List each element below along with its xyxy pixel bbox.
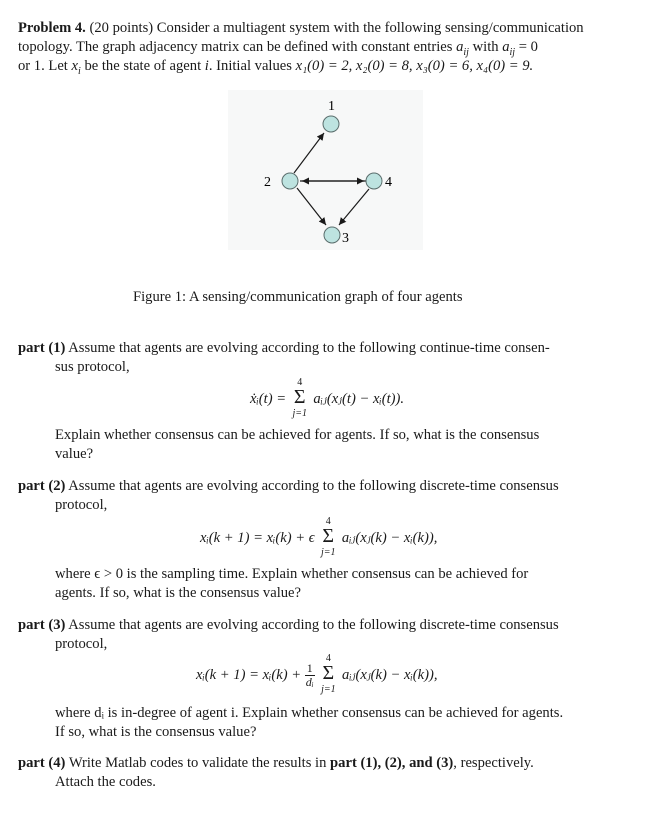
- aij-symbol: $a_{ij}$: [456, 39, 469, 58]
- problem-points: (20 points): [89, 20, 154, 36]
- node-label-3: 3: [342, 231, 349, 246]
- node-1: [323, 116, 339, 132]
- problem-heading: Problem 4.: [18, 20, 86, 36]
- problem-intro-line3: or 1. Let $x_i$ be the state of agent i. Initial values x₁(0) = 2, x₂(0) = 8, x₃(0) = 6, x₄(0) = 9.: [18, 58, 534, 77]
- part1-equation: ẋᵢ(t) = 4 Σ j=1 aᵢⱼ(xⱼ(t) − xᵢ(t)).: [250, 377, 405, 419]
- part3-where2: If so, what is the consensus value?: [55, 724, 257, 740]
- part1-line1: part (1) Assume that agents are evolving according to the following continue-time consen-: [18, 340, 550, 356]
- graph-figure: [228, 90, 423, 250]
- node-label-1: 1: [328, 99, 335, 114]
- problem-intro-line1: [18, 20, 640, 37]
- part3-line2: protocol,: [55, 636, 108, 652]
- node-label-4: 4: [385, 175, 392, 190]
- part3-label: part (3): [18, 617, 66, 633]
- part1-question2: value?: [55, 446, 94, 462]
- part1-label: part (1): [18, 340, 66, 356]
- part2-label: part (2): [18, 478, 66, 494]
- part2-equation: xᵢ(k + 1) = xᵢ(k) + ϵ 4 Σ j=1 aᵢⱼ(xⱼ(k) − xᵢ(k)),: [200, 516, 438, 558]
- figure-caption: Figure 1: A sensing/communication graph of four agents: [133, 289, 463, 305]
- part2-line1: part (2) Assume that agents are evolving according to the following discrete-time consensus: [18, 478, 559, 494]
- part1-question1: Explain whether consensus can be achieved for agents. If so, what is the consensus: [55, 427, 540, 443]
- part1-line2: sus protocol,: [55, 359, 130, 375]
- initial-values: x₁(0) = 2, x₂(0) = 8, x₃(0) = 6, x₄(0) = 9.: [295, 58, 534, 74]
- part3-line1: part (3) Assume that agents are evolving according to the following discrete-time consensus: [18, 617, 559, 633]
- part4-label: part (4): [18, 755, 66, 771]
- node-label-2: 2: [264, 175, 271, 190]
- xi-symbol: $x_i$: [71, 58, 81, 77]
- problem-intro-text1: Consider a multiagent system with the following sensing/communication: [156, 20, 584, 36]
- part2-where1: where ϵ > 0 is the sampling time. Explain whether consensus can be achieved for: [55, 566, 529, 582]
- part2-line2: protocol,: [55, 497, 108, 513]
- node-3: [324, 227, 340, 243]
- node-2: [282, 173, 298, 189]
- part3-where1: where dᵢ is in-degree of agent i. Explain whether consensus can be achieved for agents.: [55, 705, 564, 721]
- problem-intro-line2: topology. The graph adjacency matrix can be defined with constant entries $a_{ij}$ with $a_{ij} = 0$: [18, 39, 538, 58]
- part2-where2: agents. If so, what is the consensus value?: [55, 585, 302, 601]
- part4-line1: part (4) Write Matlab codes to validate the results in part (1), (2), and (3), respectively.: [18, 755, 534, 771]
- part4-line2: Attach the codes.: [55, 774, 156, 790]
- part3-equation: xᵢ(k + 1) = xᵢ(k) + $\frac{1}{\text{dᵢ}}$ 4 Σ j=1 aᵢⱼ(xⱼ(k) − xᵢ(k)),: [196, 652, 438, 695]
- node-4: [366, 173, 382, 189]
